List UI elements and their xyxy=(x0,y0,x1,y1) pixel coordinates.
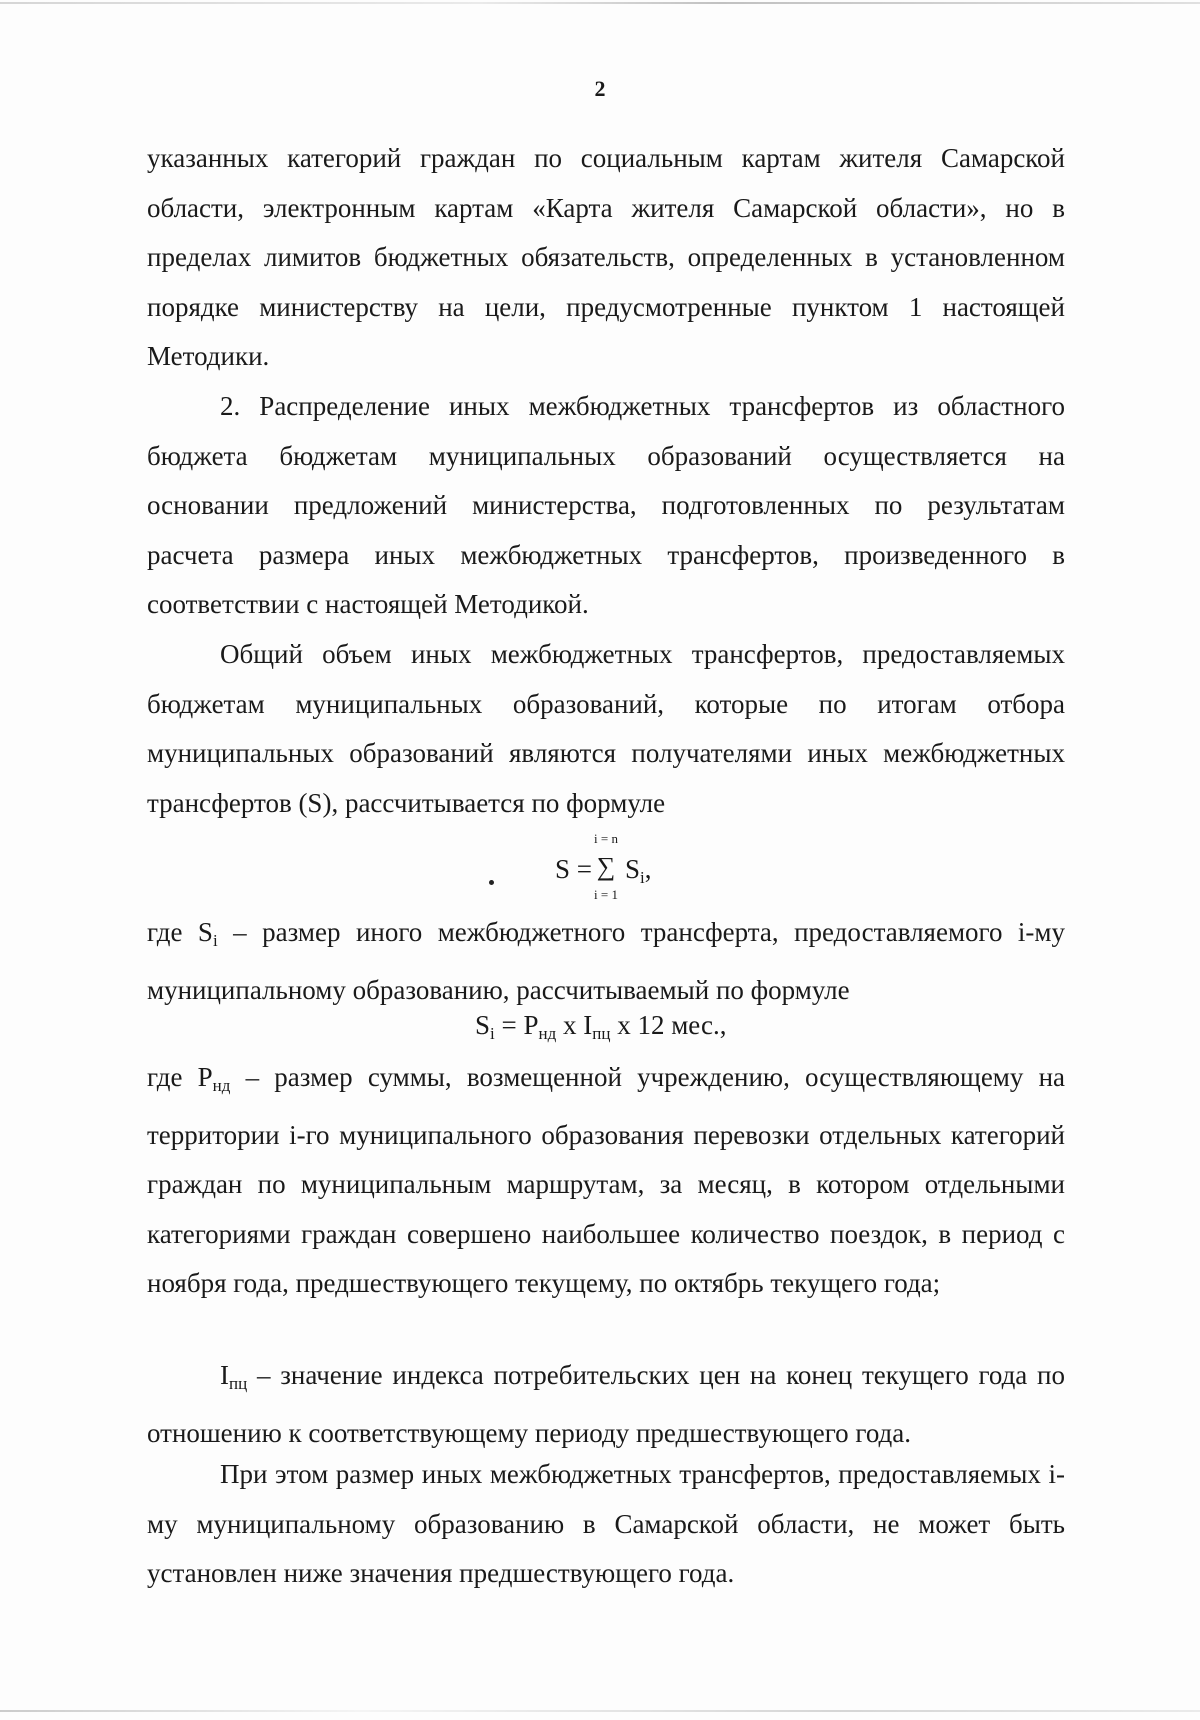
para6-prefix: I xyxy=(220,1360,229,1390)
paragraph-1 xyxy=(147,134,1065,382)
si-x-i: x I xyxy=(556,1010,593,1040)
paragraph-5 xyxy=(147,1053,1065,1309)
sum-lower-limit: i = 1 xyxy=(594,887,618,902)
si-eq-p: = P xyxy=(494,1010,539,1040)
para5-rest: – размер суммы, возмещенной учреждению, осуществляющему на территории i-го муниципального образования перевозки отдельных категорий граждан по муниципальным маршрутам, за месяц, в котором отдельными категориями граждан совершено наибольшее количество поездок, в период с ноября года, предшествующего текущему, по октябрь текущего года; xyxy=(147,1062,1066,1299)
para4-rest: – размер иного межбюджетного трансферта, предоставляемого i-му муниципальному образованию, рассчитываемый по формуле xyxy=(147,917,1066,1005)
si-subscript: i xyxy=(490,1024,495,1043)
para6-subscript: пц xyxy=(229,1374,248,1393)
sigma-symbol: ∑ xyxy=(596,852,616,881)
para4-subscript: i xyxy=(212,931,218,950)
paragraph-6-text xyxy=(147,1351,1065,1458)
sum-upper-limit: i = n xyxy=(594,831,618,846)
page-number: 2 xyxy=(594,76,606,101)
sum-term-symbol: S xyxy=(625,854,641,884)
scan-edge-top xyxy=(0,2,1200,4)
paragraph-7-text: При этом размер иных межбюджетных трансфертов, предоставляемых i-му муниципальному образованию в Самарской области, не может быть установлен ниже значения предшествующего года. xyxy=(147,1459,1065,1589)
sum-formula-term xyxy=(625,854,652,888)
i-subscript: пц xyxy=(592,1024,611,1043)
paragraph-2 xyxy=(147,382,1065,630)
scan-edge-bottom xyxy=(0,1710,1200,1712)
paragraph-5-text xyxy=(147,1053,1065,1309)
si-symbol: S xyxy=(475,1010,491,1040)
paragraph-4-text xyxy=(147,908,1065,1015)
sum-sigma-group xyxy=(589,832,623,902)
scan-dot xyxy=(489,880,494,885)
paragraph-3 xyxy=(147,630,1065,828)
sum-formula-lhs: S = xyxy=(555,854,592,884)
para5-prefix: где P xyxy=(147,1062,213,1092)
para5-subscript: нд xyxy=(212,1076,231,1095)
p-subscript: нд xyxy=(538,1024,557,1043)
si-formula xyxy=(475,1010,726,1044)
sum-term-subscript: i xyxy=(640,868,645,887)
paragraph-2-text: 2. Распределение иных межбюджетных трансфертов из областного бюджета бюджетам муниципальных образований осуществляется на основании предложений министерства, подготовленных по результатам расчета размера иных межбюджетных трансфертов, произведенного в соответствии с настоящей Методикой. xyxy=(147,391,1065,620)
paragraph-3-text: Общий объем иных межбюджетных трансфертов, предоставляемых бюджетам муниципальных образований, которые по итогам отбора муниципальных образований являются получателями иных межбюджетных трансфертов (S), рассчитывается по формуле xyxy=(147,639,1065,818)
sum-term-comma: , xyxy=(644,854,652,884)
paragraph-7 xyxy=(147,1450,1065,1599)
para6-rest: – значение индекса потребительских цен на конец текущего года по отношению к соответствующему периоду предшествующего года. xyxy=(147,1360,1065,1448)
paragraph-4 xyxy=(147,908,1065,1015)
paragraph-6 xyxy=(147,1351,1065,1458)
si-rest: x 12 мес., xyxy=(610,1010,727,1040)
para4-prefix: где S xyxy=(147,917,213,947)
paragraph-1-text: указанных категорий граждан по социальным картам жителя Самарской области, электронным картам «Карта жителя Самарской области», но в пределах лимитов бюджетных обязательств, определенных в установленном порядке министерству на цели, предусмотренные пунктом 1 настоящей Методики. xyxy=(147,143,1065,372)
